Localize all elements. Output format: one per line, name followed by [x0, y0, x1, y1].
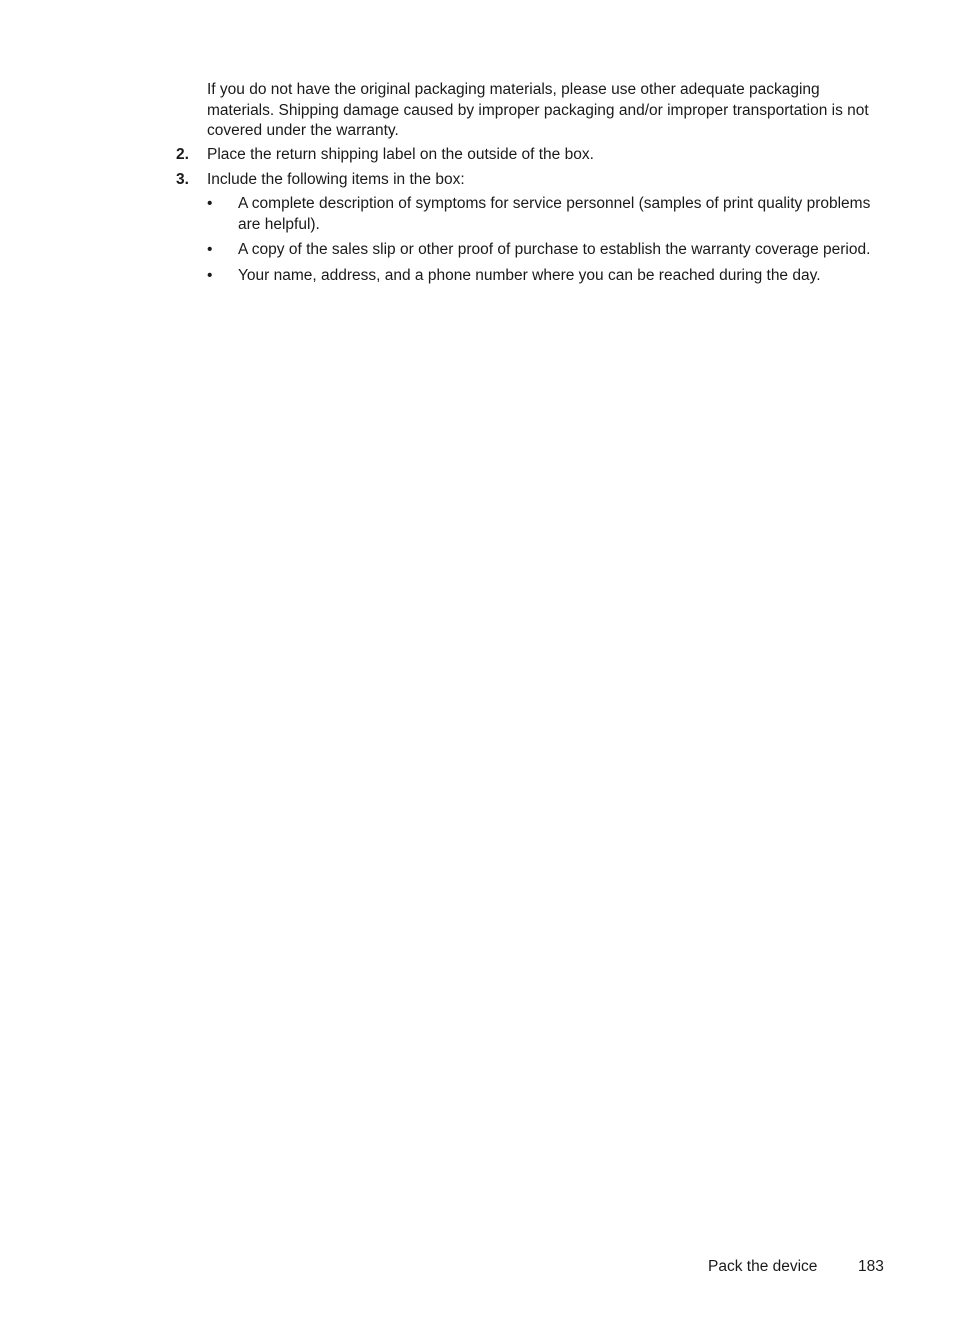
bullet-icon: • — [207, 266, 213, 284]
page-number: 183 — [858, 1258, 884, 1275]
step-item — [176, 170, 887, 287]
step-item — [176, 145, 887, 166]
numbered-steps — [176, 145, 887, 291]
intro-paragraph: If you do not have the original packaging materials, please use other adequate packaging materials. Shipping damage caused by improper packaging and/or improper transportation is not covered under the warranty. — [207, 81, 869, 139]
list-item-text: Your name, address, and a phone number where you can be reached during the day. — [238, 266, 821, 284]
page-footer — [0, 1257, 954, 1277]
step-number: 3. — [176, 170, 189, 188]
list-item-text: A complete description of symptoms for service personnel (samples of print quality problems are helpful). — [238, 195, 871, 233]
bullet-icon: • — [207, 241, 213, 258]
footer-section-title: Pack the device — [708, 1258, 818, 1275]
list-item — [207, 194, 887, 235]
list-item — [207, 266, 887, 287]
box-items-list — [207, 194, 887, 286]
bullet-icon: • — [207, 195, 213, 212]
list-item — [207, 240, 887, 261]
step-number: 2. — [176, 146, 189, 163]
step-text: Include the following items in the box: — [207, 170, 465, 188]
list-item-text: A copy of the sales slip or other proof of purchase to establish the warranty coverage period. — [238, 241, 871, 258]
step-text: Place the return shipping label on the outside of the box. — [207, 146, 594, 163]
